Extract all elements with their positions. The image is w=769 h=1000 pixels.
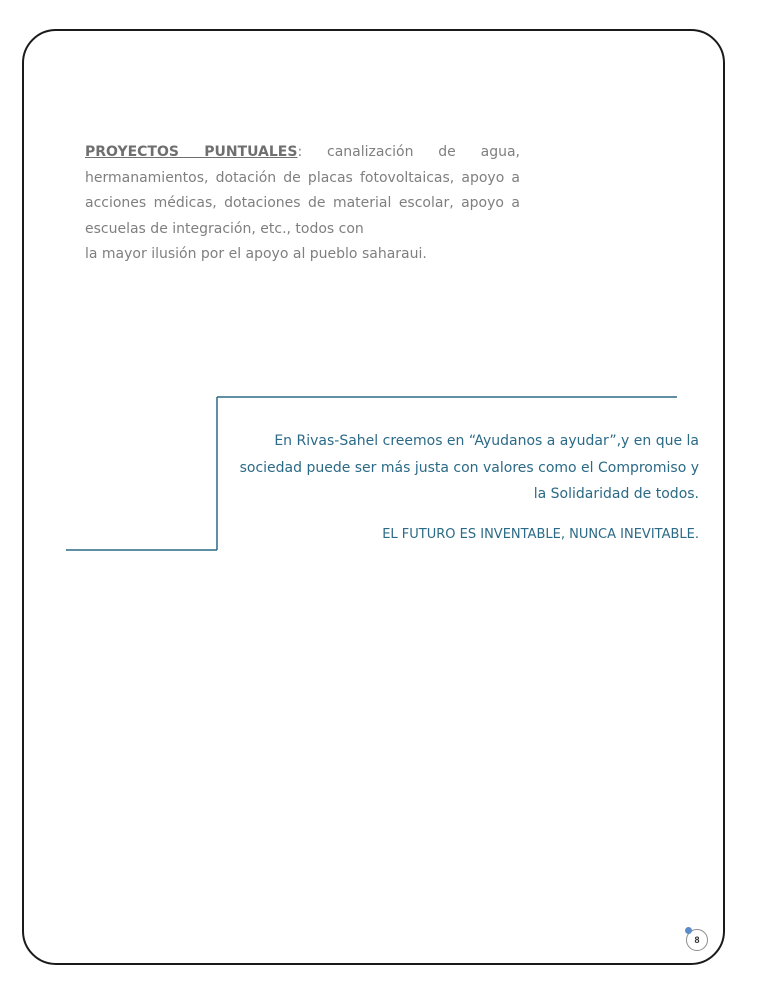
intro-heading-rest: : canalización de agua, hermanamientos, dotación de placas fotovoltaicas, apoyo a acciones médicas, dotaciones de material escolar, apoyo a escuelas de integración, etc., todos con	[85, 144, 520, 237]
page-number: 8	[694, 935, 700, 945]
page-number-dot	[685, 927, 692, 934]
intro-heading: PROYECTOS PUNTUALES	[85, 144, 298, 160]
intro-last-line: la mayor ilusión por el apoyo al pueblo saharaui.	[85, 246, 427, 262]
quote-text: En Rivas-Sahel creemos en “Ayudanos a ayudar”,y en que la sociedad puede ser más justa con valores como el Compromiso y la Solidaridad de todos.	[239, 433, 699, 502]
intro-paragraph	[85, 140, 520, 242]
intro-section	[85, 140, 520, 268]
quote-section	[235, 428, 699, 548]
quote-motto: EL FUTURO ES INVENTABLE, NUNCA INEVITABLE.	[382, 526, 699, 542]
